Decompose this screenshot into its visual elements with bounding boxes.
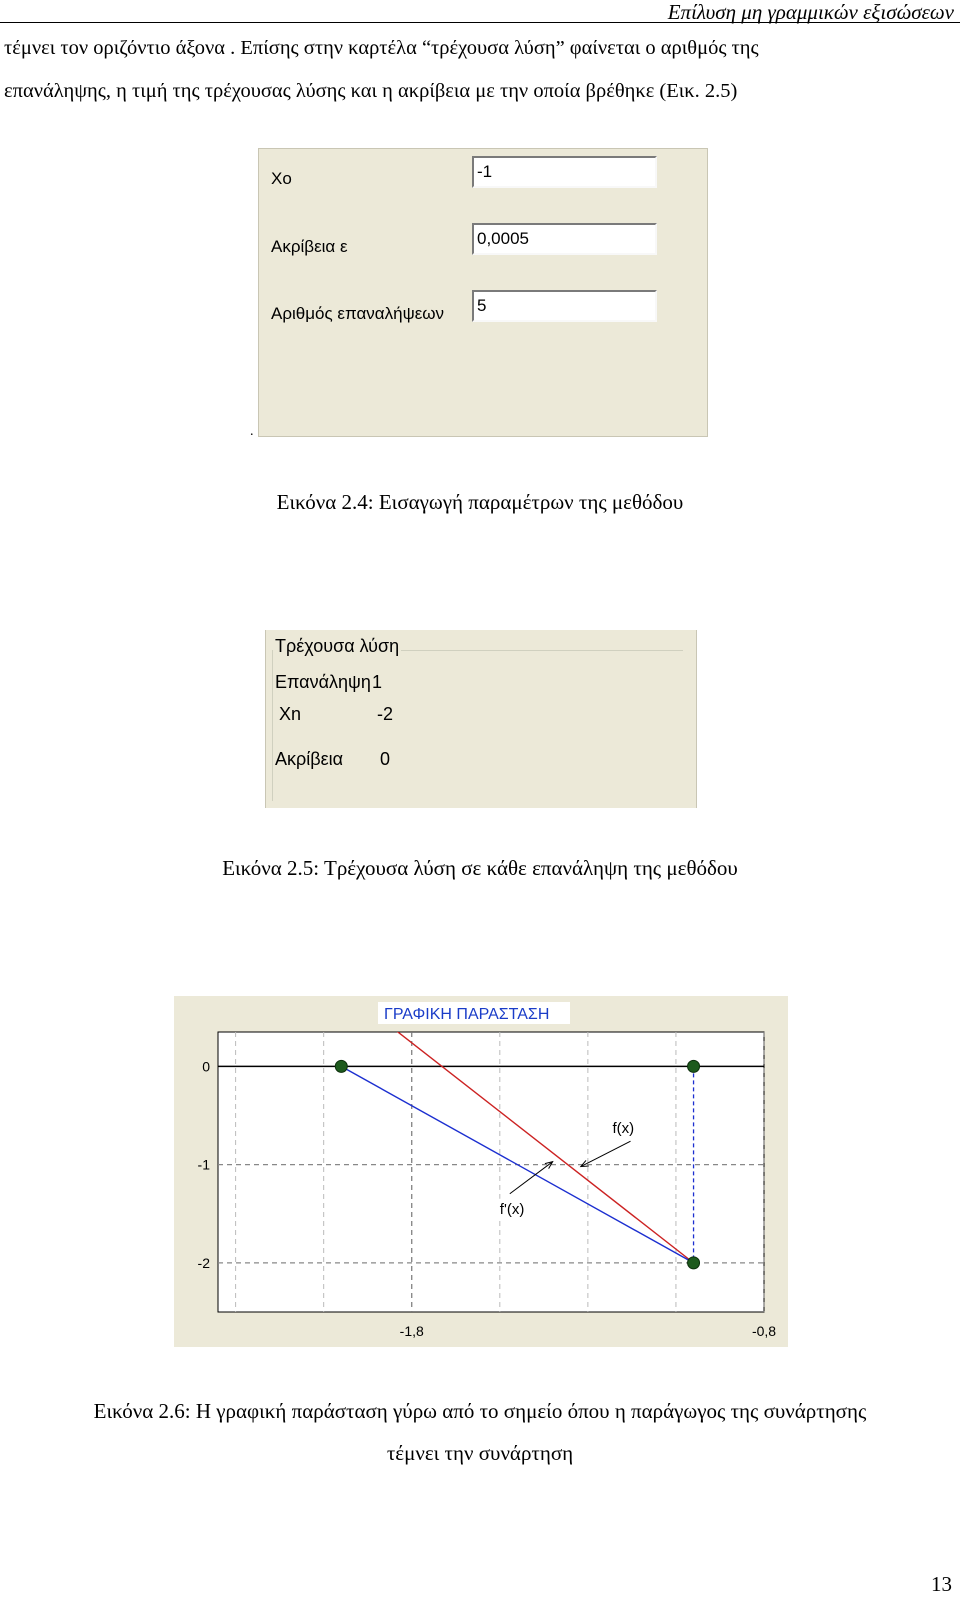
annotation-f-label: f(x) — [612, 1120, 635, 1138]
header-rule — [0, 22, 960, 23]
paragraph-line-1: τέμνει τον οριζόντιο άξονα . Επίσης στην καρτέλα “τρέχουσα λύση” φαίνεται ο αριθμός της — [4, 37, 759, 59]
xo-input[interactable] — [472, 156, 657, 188]
running-header: Επίλυση μη γραμμικών εξισώσεων — [667, 0, 954, 24]
paragraph-line-2: επανάληψης, η τιμή της τρέχουσας λύσης και η ακρίβεια με την οποία βρέθηκε (Εικ. 2.5) — [4, 80, 738, 102]
caption-figure-2-6-line-2: τέμνει την συνάρτηση — [386, 1441, 574, 1465]
y-tick-label: -2 — [197, 1254, 210, 1271]
annotation-f-prime-label: f'(x) — [499, 1200, 525, 1218]
chart-title: ΓΡΑΦΙΚΗ ΠΑΡΑΣΤΑΣΗ — [384, 1006, 550, 1023]
xo-label: Xo — [271, 169, 292, 188]
plot-area — [218, 1032, 764, 1312]
accuracy-label: Ακρίβεια ε — [271, 237, 348, 256]
accuracy-result-value: 0 — [380, 749, 391, 769]
caption-figure-2-6-line-1: Εικόνα 2.6: Η γραφική παράσταση γύρω από το σημείο όπου η παράγωγος της συνάρτησης — [93, 1399, 867, 1423]
caption-figure-2-5: Εικόνα 2.5: Τρέχουσα λύση σε κάθε επανάληψη της μεθόδου — [222, 856, 738, 880]
data-point — [688, 1257, 700, 1269]
data-point — [688, 1060, 700, 1072]
caption-figure-2-4: Εικόνα 2.4: Εισαγωγή παραμέτρων της μεθόδου — [276, 490, 684, 514]
iteration-value: 1 — [372, 672, 383, 692]
page-number: 13 — [931, 1572, 952, 1596]
xn-value: -2 — [377, 704, 394, 724]
accuracy-result-label: Ακρίβεια — [275, 749, 344, 769]
y-tick-label: 0 — [202, 1058, 210, 1075]
iteration-label: Επανάληψη — [275, 672, 371, 692]
function-graph-chart — [174, 996, 788, 1347]
x-tick-label: -0,8 — [751, 1323, 777, 1339]
iterations-label: Αριθμός επαναλήψεων — [271, 304, 445, 323]
caption-figure-2-6 — [0, 1390, 960, 1474]
x-tick-label: -1,8 — [399, 1323, 424, 1339]
data-point — [335, 1060, 347, 1072]
xn-label: Xn — [279, 704, 302, 724]
group-title: Τρέχουσα λύση — [275, 636, 400, 656]
current-solution-panel — [265, 630, 697, 808]
accuracy-input[interactable] — [472, 223, 657, 255]
stray-dot: . — [250, 424, 254, 439]
parameters-panel — [258, 148, 708, 437]
y-tick-label: -1 — [197, 1156, 210, 1173]
iterations-input[interactable] — [472, 290, 657, 322]
